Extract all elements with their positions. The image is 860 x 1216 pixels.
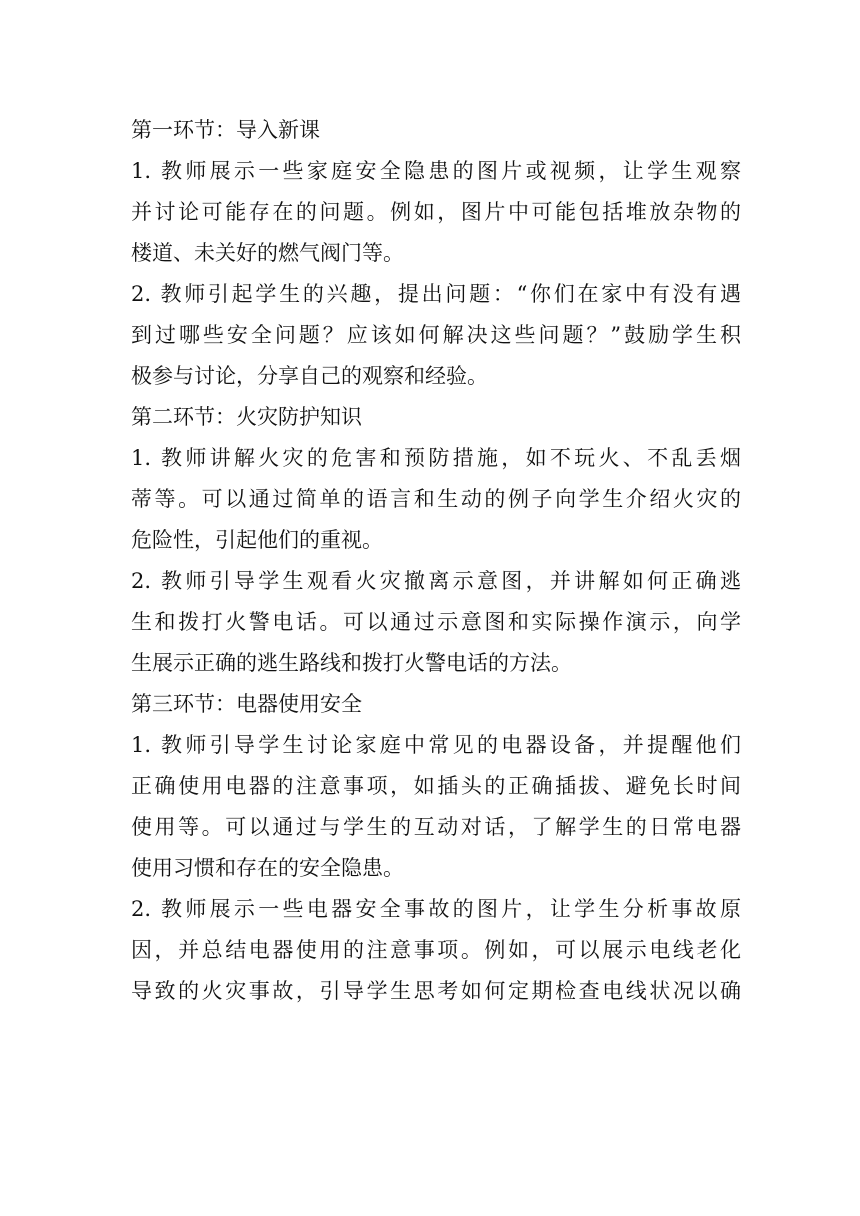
paragraph-line: 1. 教师展示一些家庭安全隐患的图片或视频，让学生观察 xyxy=(131,159,741,183)
section-heading: 第二环节：火灾防护知识 xyxy=(131,405,362,429)
paragraph-line: 2. 教师展示一些电器安全事故的图片，让学生分析事故原 xyxy=(131,897,741,921)
paragraph-line: 蒂等。可以通过简单的语言和生动的例子向学生介绍火灾的 xyxy=(131,487,741,511)
paragraph-line: 2. 教师引起学生的兴趣，提出问题：“你们在家中有没有遇 xyxy=(131,282,741,306)
paragraph-line: 导致的火灾事故，引导学生思考如何定期检查电线状况以确 xyxy=(131,979,741,1003)
section-heading: 第一环节：导入新课 xyxy=(131,118,320,142)
paragraph-line: 极参与讨论，分享自己的观察和经验。 xyxy=(131,364,488,388)
paragraph-line: 生和拨打火警电话。可以通过示意图和实际操作演示，向学 xyxy=(131,610,741,634)
paragraph-line: 1. 教师引导学生讨论家庭中常见的电器设备，并提醒他们 xyxy=(131,733,741,757)
paragraph-line: 1. 教师讲解火灾的危害和预防措施，如不玩火、不乱丢烟 xyxy=(131,446,741,470)
paragraph-line: 危险性，引起他们的重视。 xyxy=(131,528,383,552)
section-heading: 第三环节：电器使用安全 xyxy=(131,692,362,716)
paragraph-line: 生展示正确的逃生路线和拨打火警电话的方法。 xyxy=(131,651,572,675)
paragraph-line: 2. 教师引导学生观看火灾撤离示意图，并讲解如何正确逃 xyxy=(131,569,741,593)
paragraph-line: 因，并总结电器使用的注意事项。例如，可以展示电线老化 xyxy=(131,938,741,962)
paragraph-line: 使用习惯和存在的安全隐患。 xyxy=(131,856,404,880)
paragraph-line: 并讨论可能存在的问题。例如，图片中可能包括堆放杂物的 xyxy=(131,200,741,224)
paragraph-line: 使用等。可以通过与学生的互动对话，了解学生的日常电器 xyxy=(131,815,741,839)
paragraph-line: 楼道、未关好的燃气阀门等。 xyxy=(131,241,404,265)
paragraph-line: 到过哪些安全问题？应该如何解决这些问题？”鼓励学生积 xyxy=(131,323,741,347)
paragraph-line: 正确使用电器的注意事项，如插头的正确插拔、避免长时间 xyxy=(131,774,741,798)
document-body xyxy=(131,110,741,1012)
